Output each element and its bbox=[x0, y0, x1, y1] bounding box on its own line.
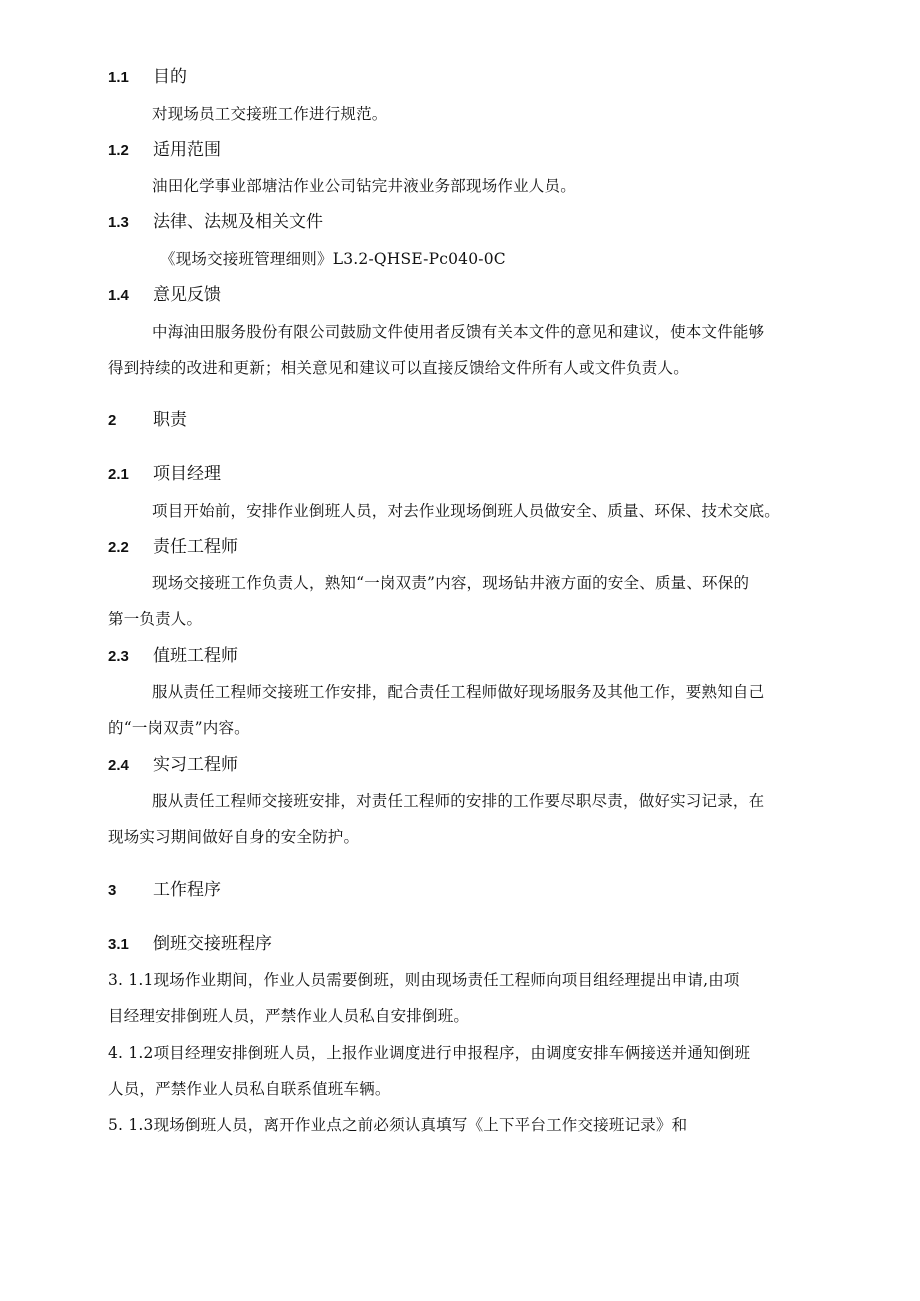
paragraph-line: 的“一岗双责”内容。 bbox=[108, 719, 250, 737]
procedure-line: 5. 1.3现场倒班人员，离开作业点之前必须认真填写《上下平台工作交接班记录》和 bbox=[108, 1116, 688, 1134]
heading-number: 2.3 bbox=[108, 648, 129, 665]
heading-3-1 bbox=[108, 934, 272, 955]
heading-number: 2.4 bbox=[108, 757, 129, 774]
heading-title: 责任工程师 bbox=[153, 537, 238, 557]
paragraph-line: 项目开始前，安排作业倒班人员，对去作业现场倒班人员做安全、质量、环保、技术交底。 bbox=[152, 502, 781, 520]
procedure-line: 3. 1.1现场作业期间，作业人员需要倒班，则由现场责任工程师向项目组经理提出申请,由项 bbox=[108, 971, 740, 989]
heading-2-2 bbox=[108, 537, 238, 558]
heading-title: 项目经理 bbox=[153, 464, 221, 484]
heading-1-3 bbox=[108, 212, 323, 233]
heading-title: 倒班交接班程序 bbox=[153, 934, 272, 954]
heading-title: 意见反馈 bbox=[153, 285, 221, 305]
paragraph-line: 现场交接班工作负责人，熟知“一岗双责”内容，现场钻井液方面的安全、质量、环保的 bbox=[152, 574, 750, 592]
paragraph-line: 油田化学事业部塘沽作业公司钻完井液业务部现场作业人员。 bbox=[152, 177, 576, 195]
paragraph-line: 对现场员工交接班工作进行规范。 bbox=[152, 105, 388, 123]
heading-number: 2.1 bbox=[108, 466, 129, 483]
heading-2-3 bbox=[108, 646, 238, 667]
heading-number: 1.3 bbox=[108, 214, 129, 231]
heading-title: 法律、法规及相关文件 bbox=[153, 212, 323, 232]
heading-title: 值班工程师 bbox=[153, 646, 238, 666]
heading-number: 2.2 bbox=[108, 539, 129, 556]
heading-number: 1.2 bbox=[108, 142, 129, 159]
heading-number: 3.1 bbox=[108, 936, 129, 953]
heading-2 bbox=[108, 410, 187, 431]
paragraph-line: 中海油田服务股份有限公司鼓励文件使用者反馈有关本文件的意见和建议，使本文件能够 bbox=[152, 323, 765, 341]
heading-1-2 bbox=[108, 140, 221, 161]
heading-1-1 bbox=[108, 67, 187, 88]
heading-3 bbox=[108, 880, 221, 901]
procedure-line: 4. 1.2项目经理安排倒班人员，上报作业调度进行申报程序，由调度安排车俩接送并通知倒班 bbox=[108, 1044, 751, 1062]
heading-title: 职责 bbox=[153, 410, 187, 430]
heading-number: 1.1 bbox=[108, 69, 129, 86]
procedure-line: 人员，严禁作业人员私自联系值班车辆。 bbox=[108, 1080, 391, 1098]
procedure-line: 目经理安排倒班人员，严禁作业人员私自安排倒班。 bbox=[108, 1007, 470, 1025]
heading-1-4 bbox=[108, 285, 221, 306]
paragraph-line: 得到持续的改进和更新；相关意见和建议可以直接反馈给文件所有人或文件负责人。 bbox=[108, 359, 689, 377]
paragraph-line: 现场实习期间做好自身的安全防护。 bbox=[108, 828, 360, 846]
heading-number: 3 bbox=[108, 882, 117, 899]
heading-title: 实习工程师 bbox=[153, 755, 238, 775]
paragraph-line: 服从责任工程师交接班工作安排，配合责任工程师做好现场服务及其他工作，要熟知自己 bbox=[152, 683, 765, 701]
heading-title: 目的 bbox=[153, 67, 187, 87]
paragraph-line: 服从责任工程师交接班安排，对责任工程师的安排的工作要尽职尽责，做好实习记录，在 bbox=[152, 792, 765, 810]
paragraph-line: 第一负责人。 bbox=[108, 610, 203, 628]
heading-2-4 bbox=[108, 755, 238, 776]
heading-title: 工作程序 bbox=[153, 880, 221, 900]
paragraph-line: 《现场交接班管理细则》L3.2-QHSE-Pc040-0C bbox=[160, 250, 506, 268]
heading-title: 适用范围 bbox=[153, 140, 221, 160]
heading-2-1 bbox=[108, 464, 221, 485]
heading-number: 1.4 bbox=[108, 287, 129, 304]
heading-number: 2 bbox=[108, 412, 117, 429]
